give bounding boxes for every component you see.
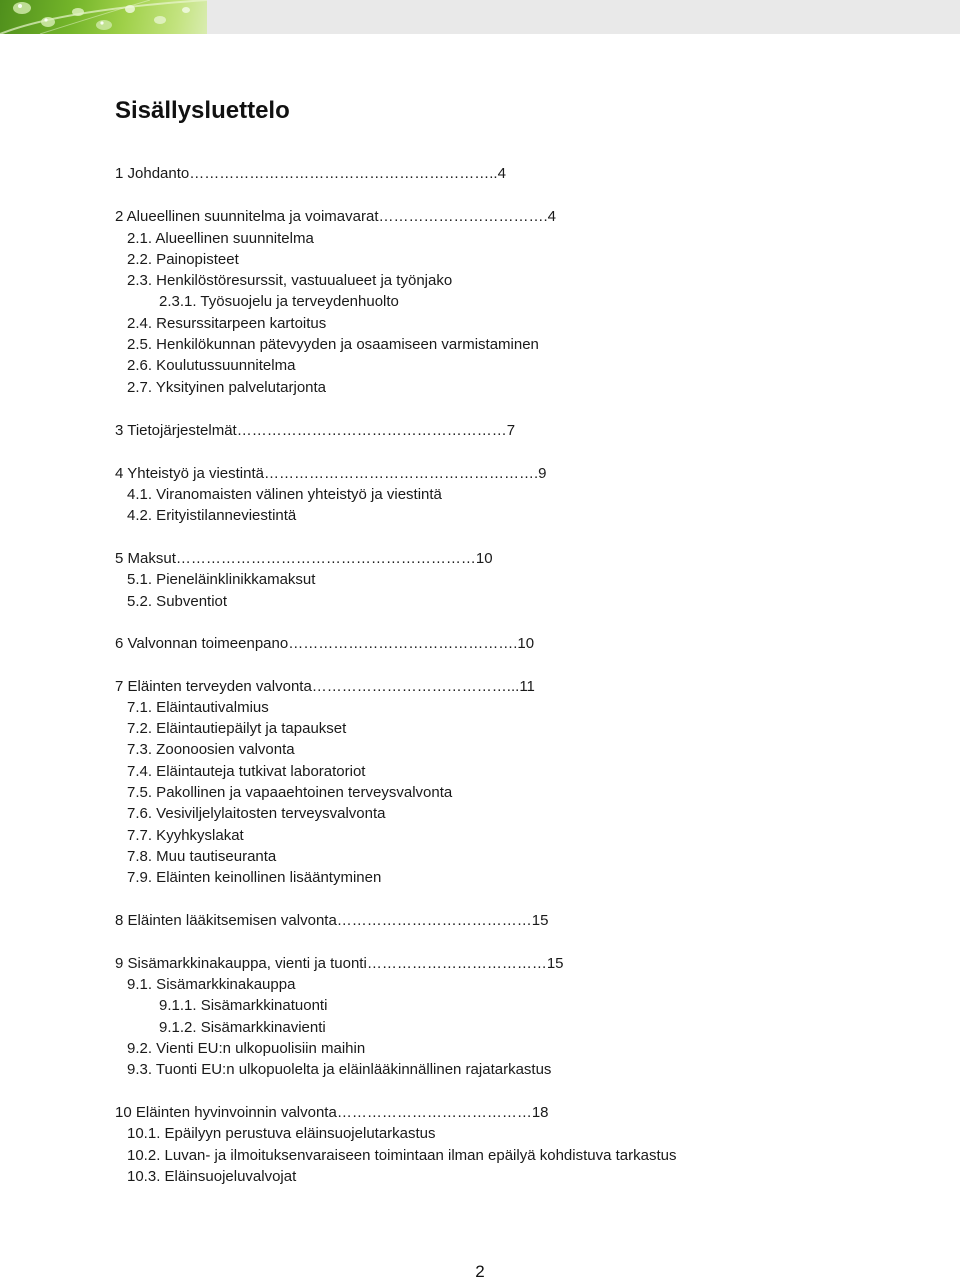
toc-entry-label: 7.3. Zoonoosien valvonta: [127, 741, 295, 758]
toc-subentry: [127, 1125, 436, 1143]
toc-subentry: [127, 827, 244, 845]
toc-entry-label: 10.3. Eläinsuojeluvalvojat: [127, 1168, 297, 1185]
toc-subentry: [127, 272, 452, 290]
toc-subentry: [127, 230, 314, 248]
toc-entry-page: 15: [531, 912, 549, 929]
toc-subentry: [127, 763, 365, 781]
toc-leader-dots: ……………………………………………….: [263, 465, 539, 482]
toc-entry-label: 4.1. Viranomaisten välinen yhteistyö ja viestintä: [127, 486, 442, 503]
toc-subentry: [127, 976, 295, 994]
toc-entry-label: 9.1.2. Sisämarkkinavienti: [159, 1019, 326, 1036]
toc-entry-page: 4: [497, 165, 506, 182]
toc-entry: [115, 465, 547, 483]
toc-subentry: [159, 997, 327, 1015]
toc-leader-dots: …………………………………...: [311, 678, 520, 695]
leaf-icon: [0, 0, 207, 34]
toc-entry-label: 5.2. Subventiot: [127, 593, 228, 610]
toc-subentry: [127, 741, 295, 759]
toc-entry-label: 4 Yhteistyö ja viestintä: [115, 465, 264, 482]
toc-subentry: [159, 1019, 326, 1037]
toc-subentry: [127, 699, 269, 717]
toc-subentry: [127, 848, 276, 866]
toc-leader-dots: ……………………………………….: [288, 635, 518, 652]
toc-entry: [115, 208, 556, 226]
toc-leader-dots: ………………………………………………: [236, 422, 507, 439]
toc-entry-label: 9 Sisämarkkinakauppa, vienti ja tuonti: [115, 955, 367, 972]
toc-entry-label: 7.1. Eläintautivalmius: [127, 699, 269, 716]
toc-subentry: [159, 293, 399, 311]
toc-entry-label: 5 Maksut: [115, 550, 176, 567]
toc-subentry: [127, 1040, 365, 1058]
toc-entry-label: 2.2. Painopisteet: [127, 251, 239, 268]
toc-entry-label: 1 Johdanto: [115, 165, 190, 182]
toc-entry-label: 2 Alueellinen suunnitelma ja voimavarat: [115, 208, 379, 225]
toc-entry-label: 2.3.1. Työsuojelu ja terveydenhuolto: [159, 293, 399, 310]
toc-subentry: [127, 1061, 551, 1079]
toc-subentry: [127, 336, 539, 354]
toc-entry-label: 7 Eläinten terveyden valvonta: [115, 678, 312, 695]
toc-entry-label: 10.1. Epäilyyn perustuva eläinsuojelutarkastus: [127, 1125, 436, 1142]
toc-entry-label: 10.2. Luvan- ja ilmoituksenvaraiseen toimintaan ilman epäilyä kohdistuva tarkastus: [127, 1147, 677, 1164]
page-title: Sisällysluettelo: [115, 97, 290, 124]
toc-leader-dots: …………………………………: [336, 1104, 532, 1121]
toc-entry-label: 9.2. Vienti EU:n ulkopuolisiin maihin: [127, 1040, 366, 1057]
page-number: 2: [475, 1262, 485, 1281]
toc-entry: [115, 165, 506, 183]
toc-leader-dots: ……………………………………………………..: [189, 165, 498, 182]
toc-subentry: [127, 251, 239, 269]
toc-subentry: [127, 720, 346, 738]
toc-leader-dots: …………………………………: [336, 912, 532, 929]
toc-entry-label: 2.1. Alueellinen suunnitelma: [127, 230, 314, 247]
toc-entry-label: 2.4. Resurssitarpeen kartoitus: [127, 315, 327, 332]
toc-subentry: [127, 869, 381, 887]
toc-entry: [115, 422, 515, 440]
toc-entry-label: 8 Eläinten lääkitsemisen valvonta: [115, 912, 337, 929]
toc-subentry: [127, 571, 315, 589]
toc-subentry: [127, 805, 385, 823]
toc-entry-label: 7.6. Vesiviljelylaitosten terveysvalvonta: [127, 805, 386, 822]
toc-entry-label: 7.7. Kyyhkyslakat: [127, 827, 244, 844]
toc-entry-label: 2.3. Henkilöstöresurssit, vastuualueet ja työnjako: [127, 272, 453, 289]
toc-entry-label: 5.1. Pieneläinklinikkamaksut: [127, 571, 316, 588]
header-band: [0, 0, 960, 34]
toc-entry-page: 15: [546, 955, 564, 972]
toc-subentry: [127, 357, 295, 375]
toc-subentry: [127, 784, 452, 802]
toc-leader-dots: ……………………………………………………: [175, 550, 476, 567]
toc-entry: [115, 912, 548, 930]
toc-subentry: [127, 379, 326, 397]
toc-entry-label: 7.8. Muu tautiseuranta: [127, 848, 277, 865]
toc-entry-label: 7.2. Eläintautiepäilyt ja tapaukset: [127, 720, 347, 737]
toc-entry-page: 10: [517, 635, 535, 652]
toc-entry-label: 7.5. Pakollinen ja vapaaehtoinen terveysvalvonta: [127, 784, 453, 801]
toc-entry-label: 6 Valvonnan toimeenpano: [115, 635, 289, 652]
toc-entry-page: 18: [531, 1104, 549, 1121]
toc-entry-label: 10 Eläinten hyvinvoinnin valvonta: [115, 1104, 337, 1121]
toc-entry-label: 9.1.1. Sisämarkkinatuonti: [159, 997, 328, 1014]
toc-subentry: [127, 1147, 676, 1165]
toc-entry-page: 4: [547, 208, 557, 225]
toc-leader-dots: …………………………….: [378, 208, 548, 225]
toc-entry: [115, 955, 564, 973]
toc-subentry: [127, 315, 326, 333]
toc-entry-label: 2.5. Henkilökunnan pätevyyden ja osaamiseen varmistaminen: [127, 336, 539, 353]
toc-entry-page: 11: [519, 678, 535, 695]
toc-entry-label: 2.7. Yksityinen palvelutarjonta: [127, 379, 327, 396]
toc-entry-label: 7.9. Eläinten keinollinen lisääntyminen: [127, 869, 382, 886]
toc-entry-page: 10: [475, 550, 493, 567]
toc-leader-dots: ………………………………: [366, 955, 547, 972]
toc-entry: [115, 678, 535, 696]
toc-entry-label: 2.6. Koulutussuunnitelma: [127, 357, 296, 374]
toc-entry-page: 7: [506, 422, 516, 439]
toc-entry: [115, 550, 493, 568]
toc-subentry: [127, 1168, 296, 1186]
toc-subentry: [127, 507, 296, 525]
toc-subentry: [127, 486, 442, 504]
toc-entry: [115, 1104, 549, 1122]
toc-entry-label: 9.1. Sisämarkkinakauppa: [127, 976, 296, 993]
toc-entry-label: 9.3. Tuonti EU:n ulkopuolelta ja eläinlääkinnällinen rajatarkastus: [127, 1061, 552, 1078]
toc-subentry: [127, 593, 227, 611]
toc-entry-page: 9: [538, 465, 547, 482]
toc-entry-label: 7.4. Eläintauteja tutkivat laboratoriot: [127, 763, 366, 780]
toc-entry-label: 4.2. Erityistilanneviestintä: [127, 507, 297, 524]
toc-entry-label: 3 Tietojärjestelmät: [115, 422, 237, 439]
toc-entry: [115, 635, 534, 653]
